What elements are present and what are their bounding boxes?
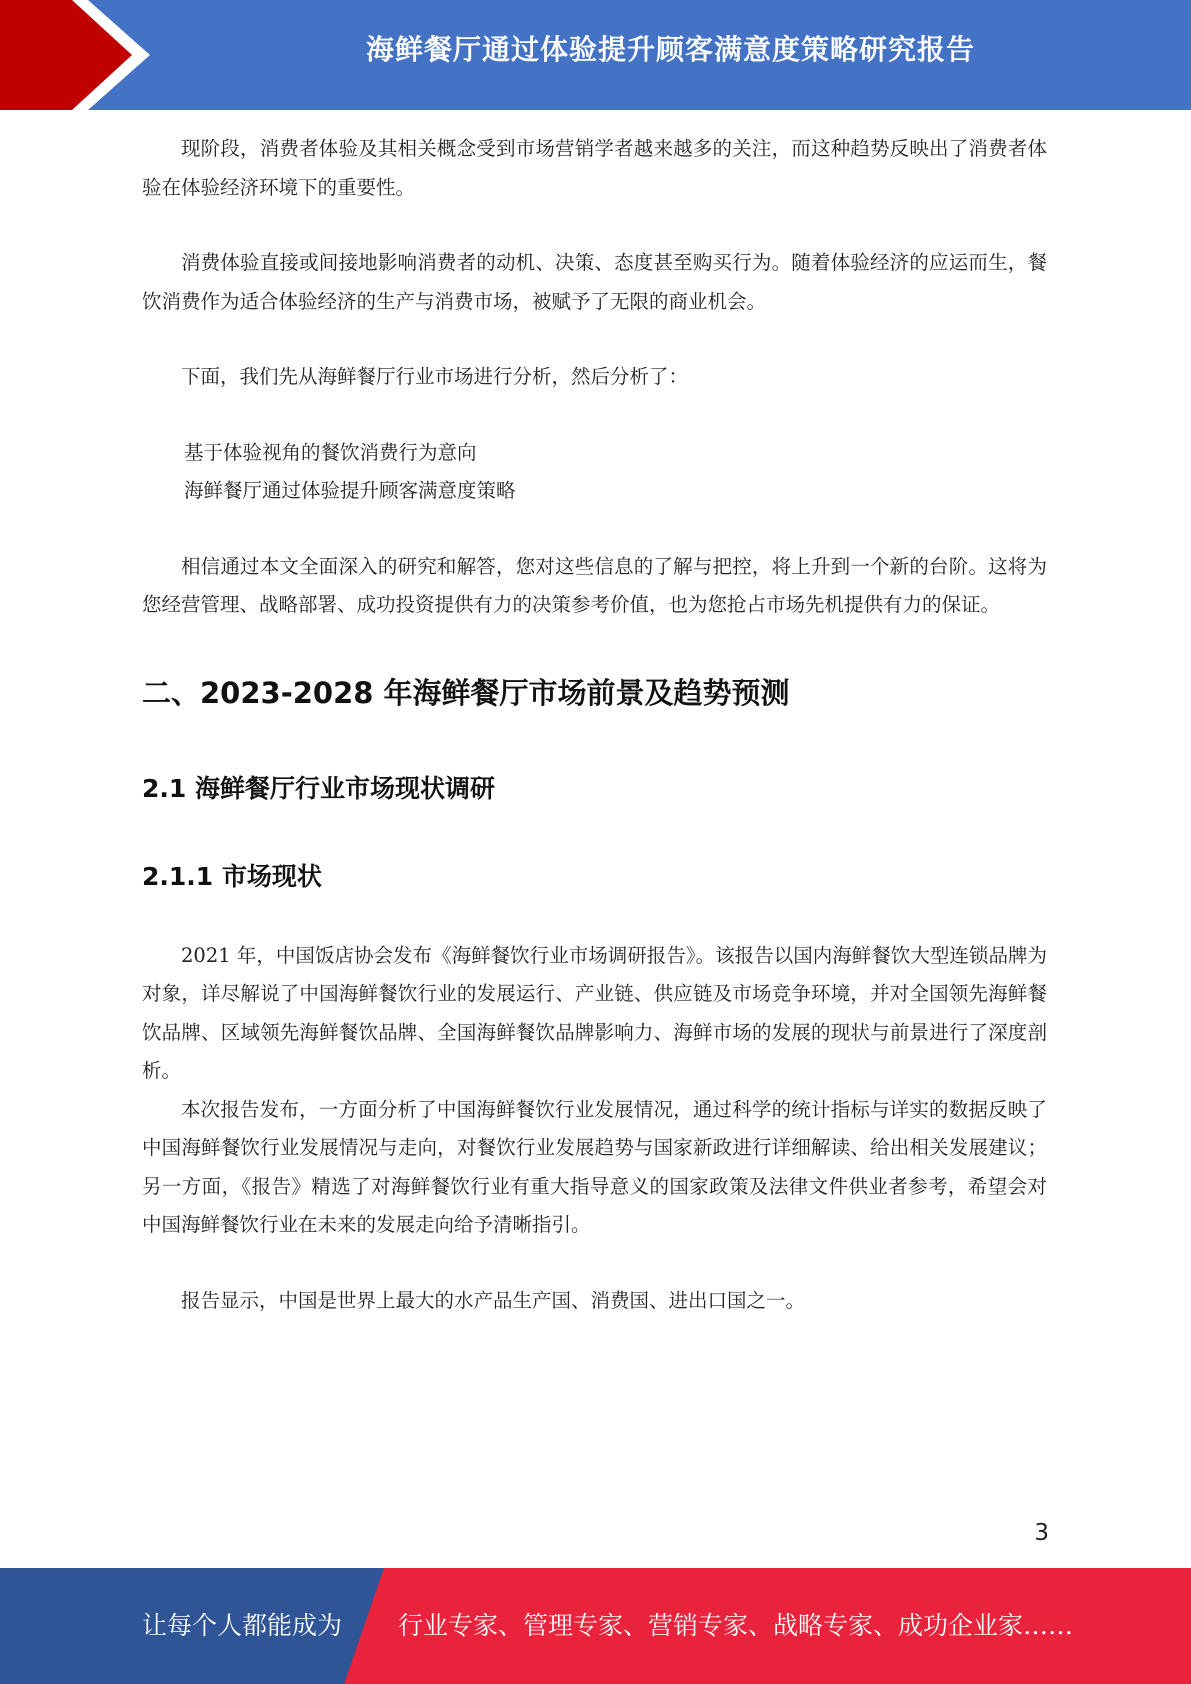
sub-subsection-heading: 2.1.1 市场现状 bbox=[142, 861, 322, 891]
intro-paragraph-4: 相信通过本文全面深入的研究和解答，您对这些信息的了解与把控，将上升到一个新的台阶。这将为您经营管理、战略部署、成功投资提供有力的决策参考价值，也为您抢占市场先机提供有力的保证。 bbox=[142, 554, 1047, 616]
subsection-heading: 2.1 海鲜餐厅行业市场现状调研 bbox=[142, 773, 495, 803]
list-item: 基于体验视角的餐饮消费行为意向 bbox=[184, 440, 477, 464]
document-body bbox=[142, 130, 1047, 1320]
market-paragraph-1: 2021 年，中国饭店协会发布《海鲜餐饮行业市场调研报告》。该报告以国内海鲜餐饮大型连锁品牌为对象，详尽解说了中国海鲜餐饮行业的发展运行、产业链、供应链及市场竞争环境，并对全国领先海鲜餐饮品牌、区域领先海鲜餐饮品牌、全国海鲜餐饮品牌影响力、海鲜市场的发展的现状与前景进行了深度剖析。 bbox=[142, 943, 1047, 1082]
page-header bbox=[0, 0, 1191, 110]
intro-paragraph-3: 下面，我们先从海鲜餐厅行业市场进行分析，然后分析了： bbox=[181, 365, 689, 388]
page-footer bbox=[0, 1568, 1191, 1684]
footer-slogan-right: 行业专家、管理专家、营销专家、战略专家、成功企业家…… bbox=[398, 1611, 1074, 1640]
footer-slogan-left: 让每个人都能成为 bbox=[142, 1611, 343, 1640]
intro-paragraph-2: 消费体验直接或间接地影响消费者的动机、决策、态度甚至购买行为。随着体验经济的应运而生，餐饮消费作为适合体验经济的生产与消费市场，被赋予了无限的商业机会。 bbox=[142, 251, 1047, 313]
market-paragraph-2: 本次报告发布，一方面分析了中国海鲜餐饮行业发展情况，通过科学的统计指标与详实的数据反映了中国海鲜餐饮行业发展情况与走向，对餐饮行业发展趋势与国家新政进行详细解读、给出相关发展建议；另一方面，《报告》精选了对海鲜餐饮行业有重大指导意义的国家政策及法律文件供业者参考，希望会对中国海鲜餐饮行业在未来的发展走向给予清晰指引。 bbox=[142, 1097, 1047, 1236]
list-item: 海鲜餐厅通过体验提升顾客满意度策略 bbox=[184, 479, 516, 502]
header-title: 海鲜餐厅通过体验提升顾客满意度策略研究报告 bbox=[365, 33, 975, 66]
section-heading: 二、2023-2028 年海鲜餐厅市场前景及趋势预测 bbox=[142, 675, 790, 710]
intro-paragraph-1: 现阶段，消费者体验及其相关概念受到市场营销学者越来越多的关注，而这种趋势反映出了消费者体验在体验经济环境下的重要性。 bbox=[142, 137, 1047, 199]
analysis-list bbox=[142, 434, 1047, 511]
page-number: 3 bbox=[1034, 1520, 1049, 1546]
header-arrow-decoration bbox=[0, 0, 150, 110]
market-paragraph-3: 报告显示，中国是世界上最大的水产品生产国、消费国、进出口国之一。 bbox=[181, 1288, 806, 1312]
